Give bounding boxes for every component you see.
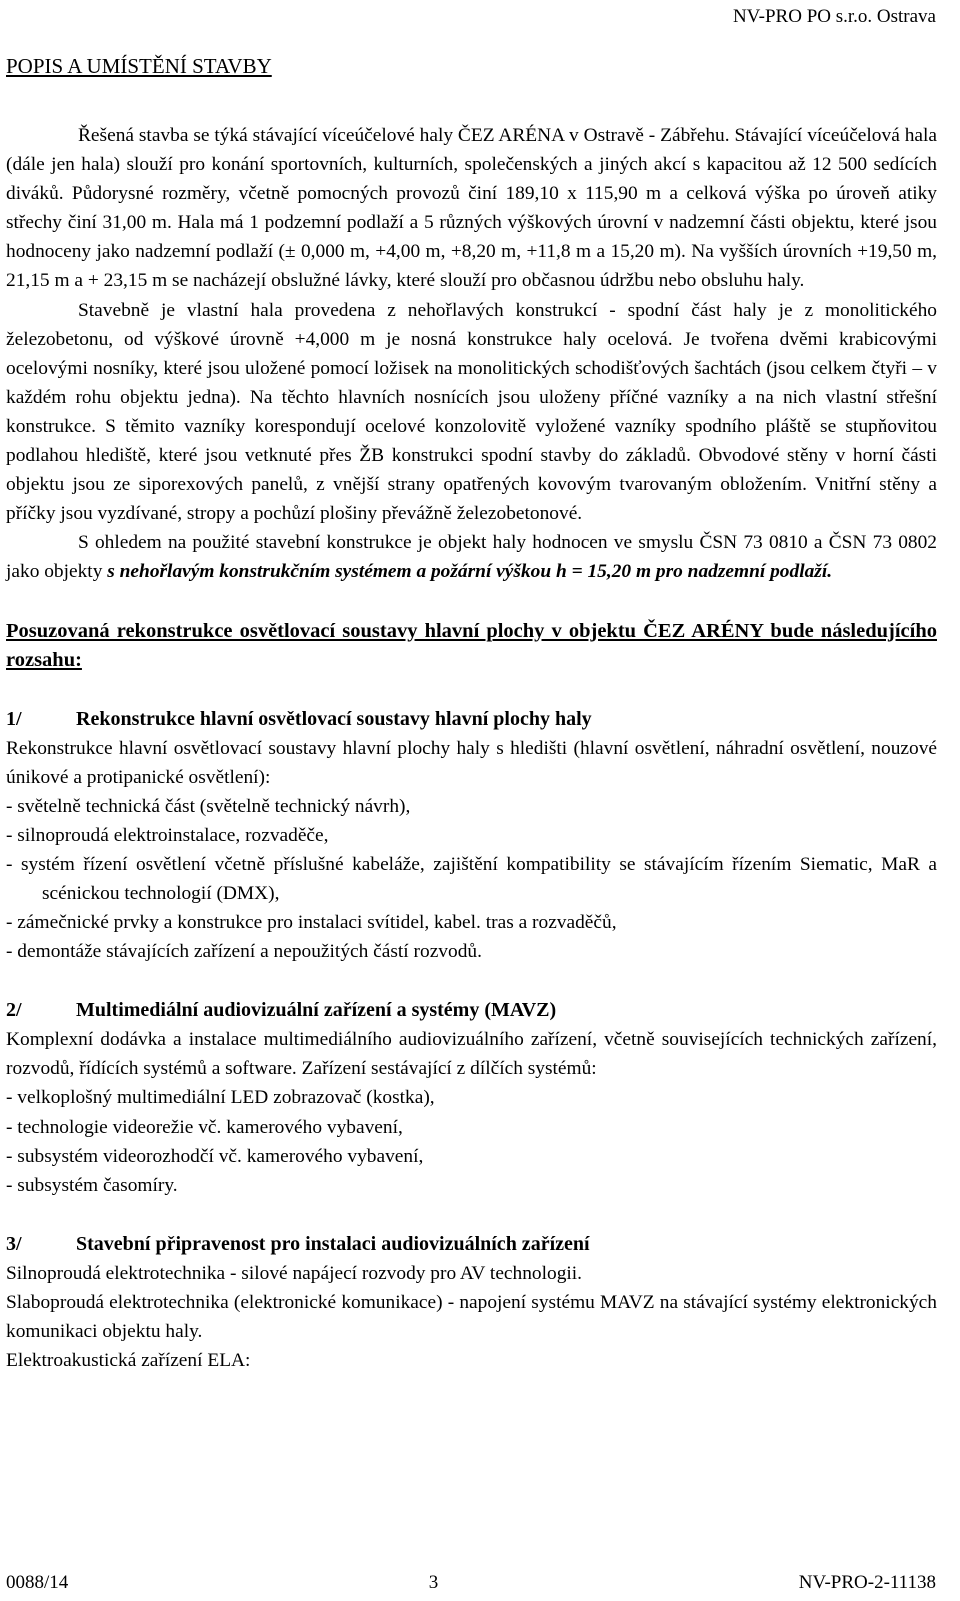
header-company: NV-PRO PO s.r.o. Ostrava: [732, 6, 936, 27]
paragraph-building-description: Řešená stavba se týká stávající víceúčelové haly ČEZ ARÉNA v Ostravě - Zábřehu. Stávající víceúčelová hala (dále jen hala) slouží pro konání sportovních, kulturních, společenských a jiných akcí s kapacitou až 12 500 sedících diváků. Půdorysné rozměry, včetně pomocných provozů činí 189,10 x 115,90 m a celková výška po úroveň atiky střechy činí 31,00 m. Hala má 1 podzemní podlaží a 5 různých výškových úrovní v nadzemní části objektu, které jsou hodnoceny jako nadzemní podlaží (± 0,000 m, +4,00 m, +8,20 m, +11,8 m a 15,20 m). Na vyšších úrovních +19,50 m, 21,15 m a + 23,15 m se nacházejí obslužné lávky, které slouží pro občasnou údržbu nebo obsluhu haly.: [6, 125, 937, 292]
section-3-line: Slaboproudá elektrotechnika (elektronické komunikace) - napojení systému MAVZ na stávající systémy elektronických komunikaci objektu haly.: [6, 1291, 937, 1342]
section-1-heading: [6, 705, 937, 734]
list-item: - silnoproudá elektroinstalace, rozvaděče,: [6, 824, 329, 846]
spacer: [6, 966, 937, 996]
document-title: POPIS A UMÍSTĚNÍ STAVBY: [6, 54, 272, 78]
spacer: [6, 1200, 937, 1230]
list-item: - velkoplošný multimediální LED zobrazovač (kostka),: [6, 1087, 435, 1109]
list-item: - zámečnické prvky a konstrukce pro instalaci svítidel, kabel. tras a rozvaděčů,: [6, 912, 617, 934]
section-title: Posuzovaná rekonstrukce osvětlovací soustavy hlavní plochy v objektu ČEZ ARÉNY bude následujícího rozsahu:: [6, 619, 937, 671]
footer-page-number: 3: [428, 1572, 439, 1593]
document-content: [6, 52, 937, 1375]
section-2-intro: Komplexní dodávka a instalace multimediálního audiovizuálního zařízení, včetně souvisejících technických zařízení, rozvodů, řídících systémů a software. Zařízení sestávající z dílčích systémů:: [6, 1029, 937, 1080]
list-item: - světelně technická část (světelně technický návrh),: [6, 795, 411, 817]
footer-project-code: NV-PRO-2-11138: [798, 1572, 936, 1593]
paragraph-fire-classification: [6, 528, 937, 586]
section-1-title: Rekonstrukce hlavní osvětlovací soustavy hlavní plochy haly: [76, 707, 592, 730]
section-2-number: 2/: [6, 999, 22, 1022]
paragraph-construction: Stavebně je vlastní hala provedena z nehořlavých konstrukcí - spodní část haly je z monolitického železobetonu, od výškové úrovně +4,000 m je nosná konstrukce haly ocelová. Je tvořena dvěmi krabicovými ocelovými nosníky, které jsou uložené pomocí ložisek na monolitických schodišťových šachtách (jsou celkem čtyři – v každém rohu objektu jedna). Na těchto hlavních nosnících jsou uloženy příčné vazníky a na nich vlastní střešní konstrukce. S těmito vazníky korespondují ocelové konzolovitě vyložené vazníky spodního pláště se stupňovitou podlahou hlediště, které jsou vetknuté přes ŽB konstrukci spodní stavby do základů. Obvodové stěny v horní části objektu jsou ze siporexových panelů, z vnější strany opatřených kovovým tvarovaným obložením. Vnitřní stěny a příčky jsou vyzdívané, stropy a pochůzí plošiny převážně železobetonové.: [6, 299, 937, 525]
page-footer: [6, 1572, 936, 1594]
paragraph-fire-emphasis: s nehořlavým konstrukčním systémem a požární výškou h = 15,20 m pro nadzemní podlaží.: [107, 561, 833, 583]
section-2-heading: [6, 996, 937, 1025]
list-item: - subsystém časomíry.: [6, 1174, 178, 1196]
section-3-title: Stavební připravenost pro instalaci audiovizuálních zařízení: [76, 1232, 590, 1255]
list-item: - demontáže stávajících zařízení a nepoužitých částí rozvodů.: [6, 941, 482, 963]
spacer: [6, 81, 937, 121]
section-3-number: 3/: [6, 1232, 22, 1255]
section-3-line: Silnoproudá elektrotechnika - silové napájecí rozvody pro AV technologii.: [6, 1262, 583, 1284]
list-item: - subsystém videorozhodčí vč. kamerového vybavení,: [6, 1145, 424, 1167]
footer-doc-number: 0088/14: [6, 1572, 69, 1593]
list-item: - systém řízení osvětlení včetně příslušné kabeláže, zajištění kompatibility se stávajícím řízením Siematic, MaR a scénickou technologií (DMX),: [6, 853, 937, 904]
list-item: - technologie videorežie vč. kamerového vybavení,: [6, 1116, 403, 1138]
section-2-title: Multimediální audiovizuální zařízení a systémy (MAVZ): [76, 999, 557, 1022]
section-1-intro: Rekonstrukce hlavní osvětlovací soustavy hlavní plochy haly s hledišti (hlavní osvětlení, náhradní osvětlení, nouzové únikové a protipanické osvětlení):: [6, 737, 937, 788]
section-3-line: Elektroakustická zařízení ELA:: [6, 1350, 251, 1372]
section-3-heading: [6, 1230, 937, 1259]
paragraph-fire-text: S ohledem na použité stavební konstrukce je objekt haly hodnocen ve smyslu ČSN 73 0810 a ČSN 73 0802 jako objekty: [6, 532, 937, 583]
spacer: [6, 587, 937, 617]
section-1-number: 1/: [6, 707, 22, 730]
spacer: [6, 675, 937, 705]
